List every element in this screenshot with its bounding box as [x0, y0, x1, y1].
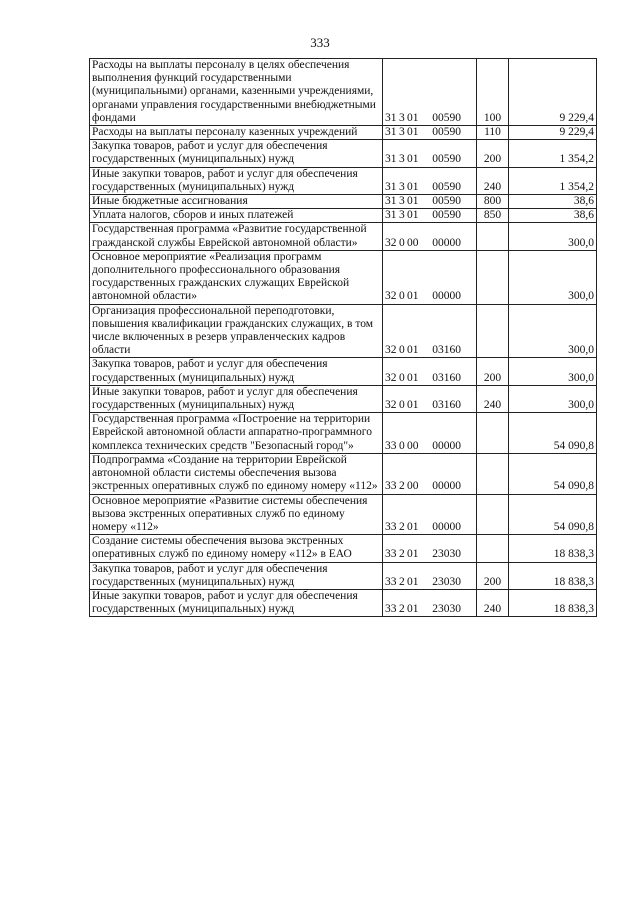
table-row — [90, 59, 597, 126]
row-amount: 38,6 — [509, 195, 597, 209]
code-part-c2: 3 — [399, 180, 405, 193]
row-name: Организация профессиональной переподготовки, повышения квалификации гражданских служащих, в том числе включенных в резерв управленческих кадров области — [90, 304, 383, 358]
code-part-c3: 01 — [407, 126, 419, 139]
row-expense-type: 200 — [477, 562, 509, 589]
code-part-c4: 00000 — [432, 236, 461, 249]
code-part-c3: 01 — [407, 290, 419, 303]
row-amount: 300,0 — [509, 223, 597, 250]
code-part-c4: 00590 — [432, 111, 461, 124]
row-amount: 9 229,4 — [509, 59, 597, 126]
row-code — [383, 223, 477, 250]
row-code — [383, 358, 477, 385]
row-code — [383, 589, 477, 616]
code-part-c2: 2 — [399, 603, 405, 616]
row-expense-type — [477, 304, 509, 358]
code-part-c3: 01 — [407, 195, 419, 208]
code-part-c4: 03160 — [432, 371, 461, 384]
code-part-c2: 0 — [399, 236, 405, 249]
code-part-c2: 2 — [399, 480, 405, 493]
code-part-c1: 33 — [385, 548, 397, 561]
code-part-c4: 00590 — [432, 180, 461, 193]
code-part-c3: 01 — [407, 603, 419, 616]
code-part-c2: 0 — [399, 399, 405, 412]
table-row — [90, 304, 597, 358]
row-code — [383, 453, 477, 494]
code-part-c1: 32 — [385, 344, 397, 357]
code-part-c1: 31 — [385, 126, 397, 139]
row-expense-type: 850 — [477, 209, 509, 223]
table-row — [90, 562, 597, 589]
row-expense-type — [477, 413, 509, 454]
code-part-c1: 33 — [385, 603, 397, 616]
row-code — [383, 140, 477, 167]
row-amount: 18 838,3 — [509, 535, 597, 562]
row-expense-type — [477, 453, 509, 494]
row-expense-type — [477, 250, 509, 304]
table-row — [90, 535, 597, 562]
row-amount: 300,0 — [509, 304, 597, 358]
code-part-c4: 23030 — [432, 575, 461, 588]
code-part-c1: 31 — [385, 180, 397, 193]
table-row — [90, 589, 597, 616]
code-part-c2: 2 — [399, 520, 405, 533]
code-part-c3: 01 — [407, 344, 419, 357]
code-part-c4: 00590 — [432, 209, 461, 222]
code-part-c2: 0 — [399, 290, 405, 303]
code-part-c4: 00000 — [432, 290, 461, 303]
row-amount: 18 838,3 — [509, 562, 597, 589]
code-part-c1: 33 — [385, 439, 397, 452]
code-part-c2: 2 — [399, 575, 405, 588]
row-name: Иные закупки товаров, работ и услуг для обеспечения государственных (муниципальных) нужд — [90, 385, 383, 412]
row-amount: 38,6 — [509, 209, 597, 223]
code-part-c1: 31 — [385, 153, 397, 166]
code-part-c3: 01 — [407, 575, 419, 588]
table-row — [90, 195, 597, 209]
row-name: Государственная программа «Развитие государственной гражданской службы Еврейской автономной области» — [90, 223, 383, 250]
row-expense-type: 240 — [477, 385, 509, 412]
code-part-c3: 01 — [407, 371, 419, 384]
row-amount: 9 229,4 — [509, 126, 597, 140]
code-part-c3: 01 — [407, 180, 419, 193]
code-part-c2: 0 — [399, 371, 405, 384]
table-row — [90, 167, 597, 194]
row-name: Создание системы обеспечения вызова экстренных оперативных служб по единому номеру «112» в ЕАО — [90, 535, 383, 562]
code-part-c4: 00590 — [432, 195, 461, 208]
row-name: Основное мероприятие «Реализация программ дополнительного профессионального образования государственных гражданских служащих Еврейской автономной области» — [90, 250, 383, 304]
row-expense-type: 200 — [477, 358, 509, 385]
row-name: Подпрограмма «Создание на территории Еврейской автономной области системы обеспечения вызова экстренных оперативных служб по единому номеру «112» — [90, 453, 383, 494]
code-part-c1: 32 — [385, 290, 397, 303]
row-code — [383, 59, 477, 126]
table-row — [90, 209, 597, 223]
code-part-c3: 00 — [407, 439, 419, 452]
row-code — [383, 167, 477, 194]
row-name: Основное мероприятие «Развитие системы обеспечения вызова экстренных оперативных служб по единому номеру «112» — [90, 494, 383, 535]
code-part-c4: 03160 — [432, 399, 461, 412]
row-amount: 300,0 — [509, 385, 597, 412]
budget-table-body — [90, 59, 597, 617]
code-part-c2: 3 — [399, 153, 405, 166]
row-code — [383, 562, 477, 589]
code-part-c1: 33 — [385, 520, 397, 533]
code-part-c4: 00000 — [432, 439, 461, 452]
row-amount: 300,0 — [509, 250, 597, 304]
row-expense-type — [477, 535, 509, 562]
row-name: Расходы на выплаты персоналу казенных учреждений — [90, 126, 383, 140]
row-code — [383, 494, 477, 535]
row-expense-type: 110 — [477, 126, 509, 140]
row-expense-type: 100 — [477, 59, 509, 126]
row-name: Иные бюджетные ассигнования — [90, 195, 383, 209]
row-amount: 18 838,3 — [509, 589, 597, 616]
code-part-c1: 31 — [385, 111, 397, 124]
row-name: Государственная программа «Построение на территории Еврейской автономной области аппаратно-программного комплекса технических средств "Безопасный город"» — [90, 413, 383, 454]
code-part-c1: 33 — [385, 480, 397, 493]
code-part-c2: 2 — [399, 548, 405, 561]
row-amount: 1 354,2 — [509, 167, 597, 194]
row-amount: 300,0 — [509, 358, 597, 385]
code-part-c3: 00 — [407, 480, 419, 493]
table-row — [90, 126, 597, 140]
code-part-c4: 00000 — [432, 480, 461, 493]
code-part-c3: 01 — [407, 520, 419, 533]
row-name: Расходы на выплаты персоналу в целях обеспечения выполнения функций государственными (муниципальными) органами, казенными учреждениями, органами управления государственными внебюджетными фондами — [90, 59, 383, 126]
row-code — [383, 535, 477, 562]
code-part-c3: 01 — [407, 153, 419, 166]
code-part-c4: 03160 — [432, 344, 461, 357]
row-expense-type — [477, 223, 509, 250]
row-code — [383, 126, 477, 140]
code-part-c2: 3 — [399, 126, 405, 139]
code-part-c2: 3 — [399, 195, 405, 208]
row-expense-type: 240 — [477, 589, 509, 616]
table-row — [90, 453, 597, 494]
code-part-c4: 23030 — [432, 548, 461, 561]
row-name: Закупка товаров, работ и услуг для обеспечения государственных (муниципальных) нужд — [90, 358, 383, 385]
row-amount: 54 090,8 — [509, 413, 597, 454]
code-part-c2: 3 — [399, 111, 405, 124]
table-row — [90, 413, 597, 454]
table-row — [90, 140, 597, 167]
code-part-c4: 00000 — [432, 520, 461, 533]
code-part-c4: 23030 — [432, 603, 461, 616]
code-part-c2: 0 — [399, 439, 405, 452]
row-amount: 54 090,8 — [509, 494, 597, 535]
row-code — [383, 250, 477, 304]
row-expense-type — [477, 494, 509, 535]
row-amount: 1 354,2 — [509, 140, 597, 167]
code-part-c3: 01 — [407, 209, 419, 222]
table-row — [90, 223, 597, 250]
row-name: Закупка товаров, работ и услуг для обеспечения государственных (муниципальных) нужд — [90, 562, 383, 589]
row-amount: 54 090,8 — [509, 453, 597, 494]
code-part-c1: 32 — [385, 371, 397, 384]
code-part-c1: 33 — [385, 575, 397, 588]
page-number: 333 — [310, 35, 330, 50]
code-part-c1: 32 — [385, 399, 397, 412]
table-row — [90, 358, 597, 385]
table-row — [90, 385, 597, 412]
code-part-c2: 0 — [399, 344, 405, 357]
code-part-c3: 00 — [407, 236, 419, 249]
row-code — [383, 195, 477, 209]
row-name: Уплата налогов, сборов и иных платежей — [90, 209, 383, 223]
code-part-c1: 31 — [385, 195, 397, 208]
row-code — [383, 304, 477, 358]
code-part-c4: 00590 — [432, 153, 461, 166]
code-part-c4: 00590 — [432, 126, 461, 139]
row-expense-type: 200 — [477, 140, 509, 167]
row-expense-type: 800 — [477, 195, 509, 209]
row-name: Иные закупки товаров, работ и услуг для обеспечения государственных (муниципальных) нужд — [90, 589, 383, 616]
code-part-c1: 32 — [385, 236, 397, 249]
code-part-c3: 01 — [407, 548, 419, 561]
row-expense-type: 240 — [477, 167, 509, 194]
code-part-c2: 3 — [399, 209, 405, 222]
code-part-c1: 31 — [385, 209, 397, 222]
table-row — [90, 250, 597, 304]
code-part-c3: 01 — [407, 111, 419, 124]
row-name: Иные закупки товаров, работ и услуг для обеспечения государственных (муниципальных) нужд — [90, 167, 383, 194]
table-row — [90, 494, 597, 535]
row-code — [383, 385, 477, 412]
budget-table — [89, 58, 597, 617]
code-part-c3: 01 — [407, 399, 419, 412]
row-name: Закупка товаров, работ и услуг для обеспечения государственных (муниципальных) нужд — [90, 140, 383, 167]
row-code — [383, 413, 477, 454]
row-code — [383, 209, 477, 223]
